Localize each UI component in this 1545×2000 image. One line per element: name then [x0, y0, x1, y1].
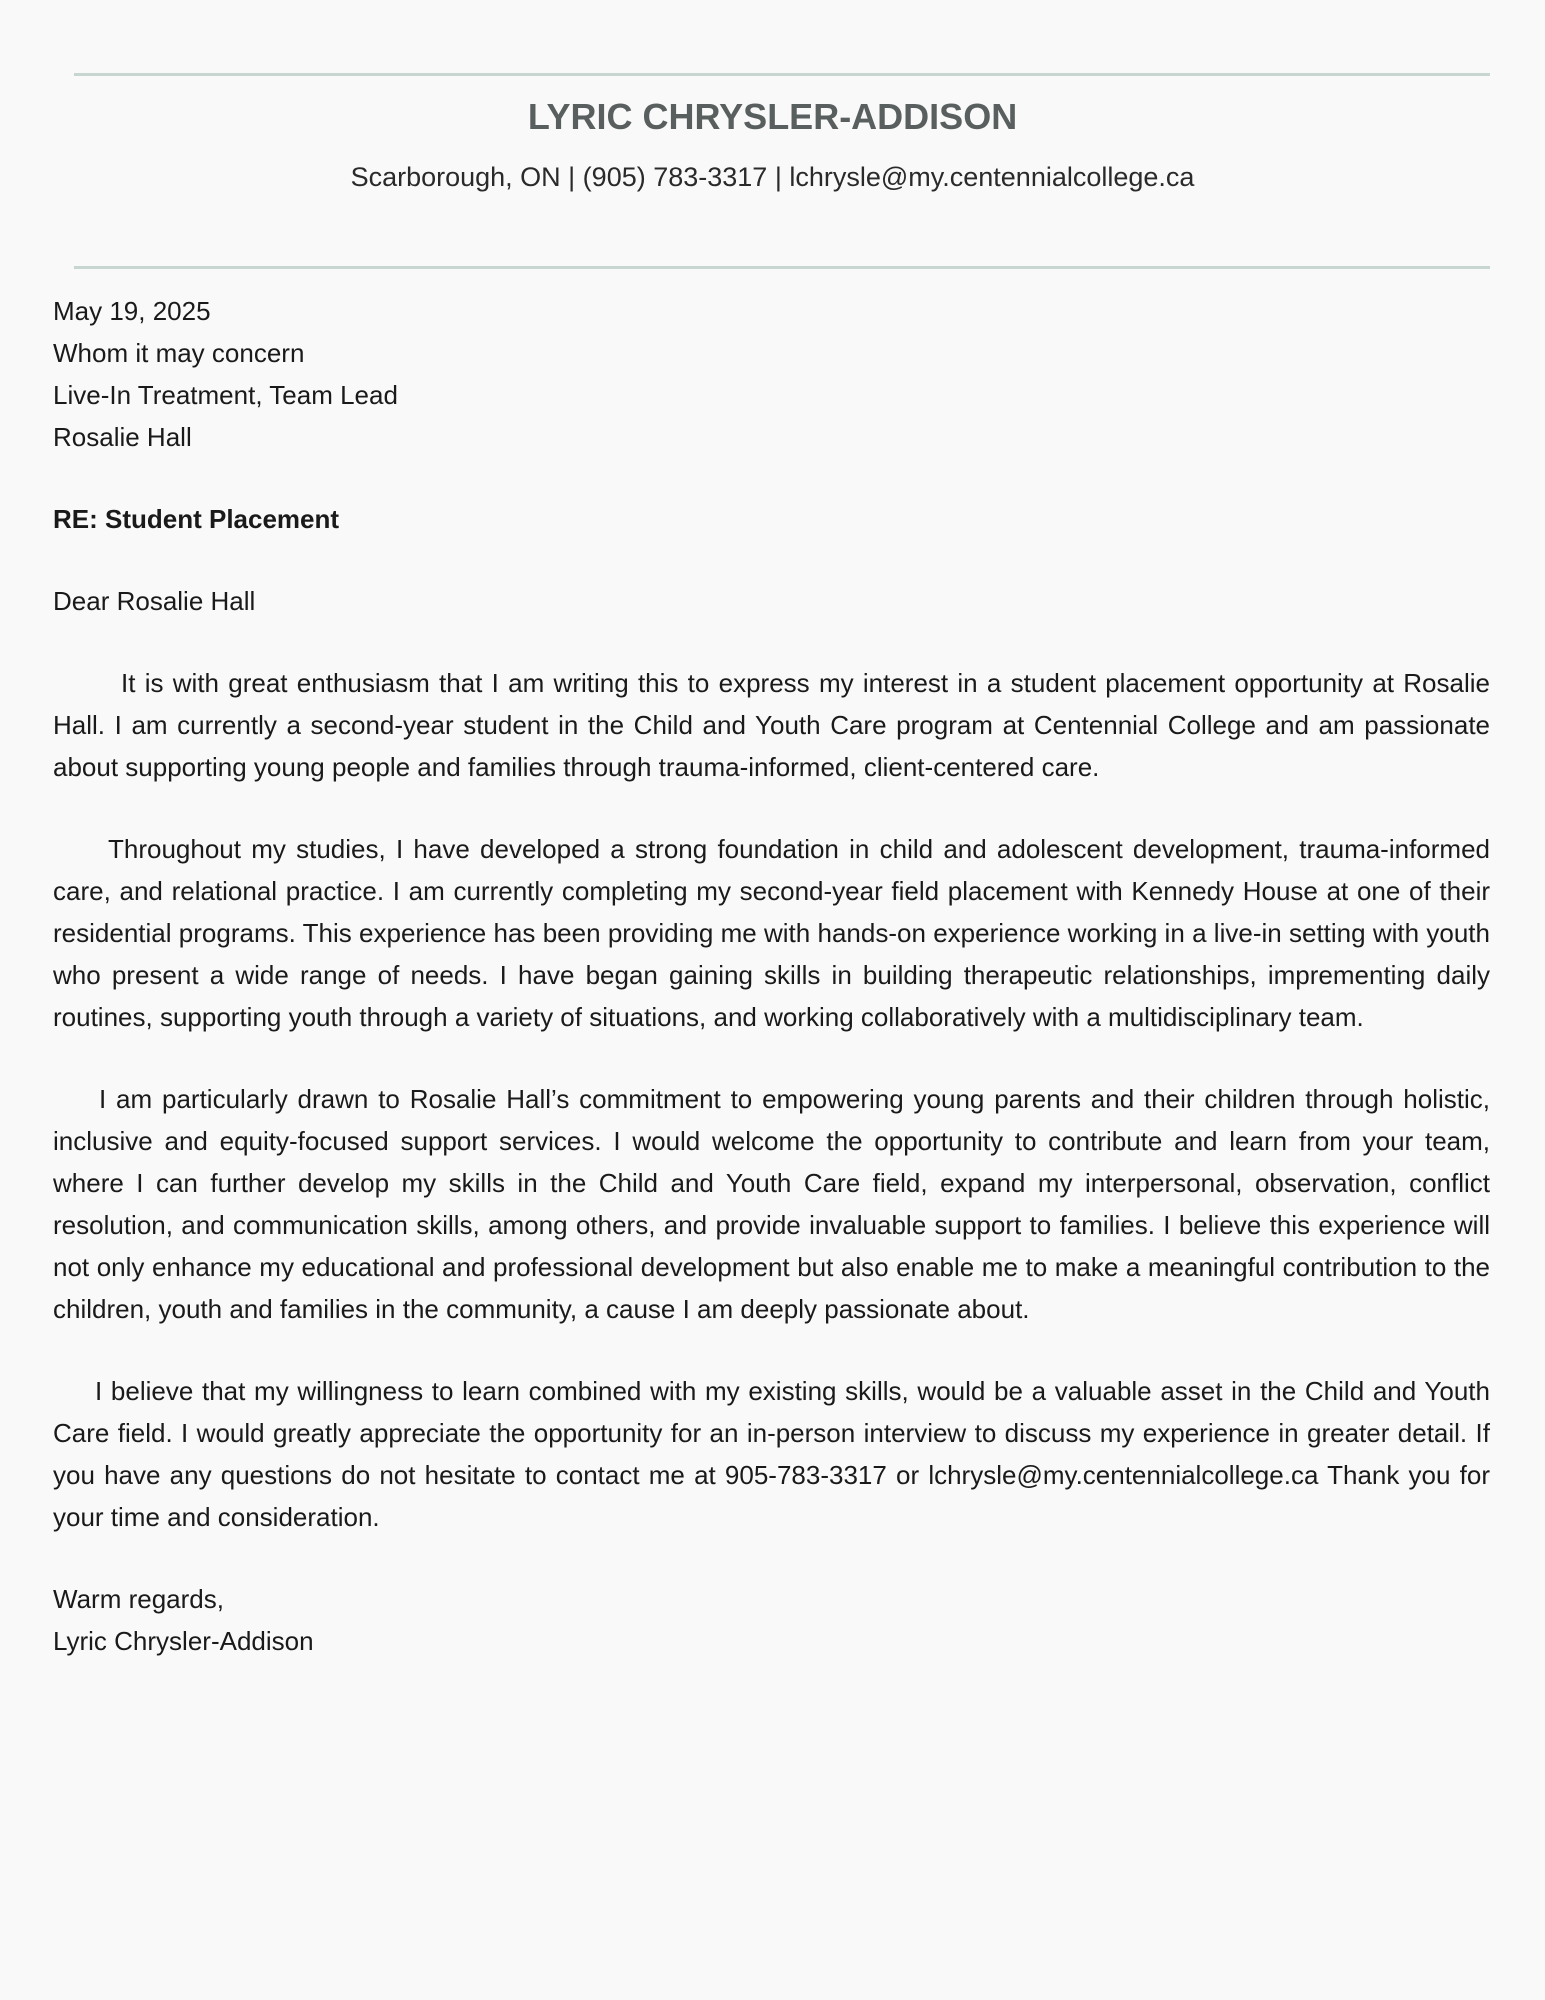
paragraph-1: It is with great enthusiasm that I am writing this to express my interest in a student placement opportunity at Rosalie Hall. I am currently a second-year student in the Child and Youth Care program at Centennial College and am passionate about supporting young people and families through trauma-informed, client-centered care.	[53, 668, 1490, 782]
sender-contact: Scarborough, ON | (905) 783-3317 | lchrysle@my.centennialcollege.ca	[350, 162, 1195, 192]
recipient-title: Live-In Treatment, Team Lead	[53, 380, 398, 410]
paragraph-2: Throughout my studies, I have developed a strong foundation in child and adolescent development, trauma-informed care, and relational practice. I am currently completing my second-year field placement with Kennedy House at one of their residential programs. This experience has been providing me with hands-on experience working in a live-in setting with youth who present a wide range of needs. I have began gaining skills in building therapeutic relationships, imprementing daily routines, supporting youth through a variety of situations, and working collaboratively with a multidisciplinary team.	[53, 834, 1490, 1032]
closing: Warm regards,	[53, 1584, 224, 1614]
paragraph-4: I believe that my willingness to learn combined with my existing skills, would be a valuable asset in the Child and Youth Care field. I would greatly appreciate the opportunity for an in-person interview to discuss my experience in greater detail. If you have any questions do not hesitate to contact me at 905-783-3317 or lchrysle@my.centennialcollege.ca Thank you for your time and consideration.	[53, 1376, 1490, 1532]
header-top-divider	[74, 73, 1490, 76]
recipient-salutation-line: Whom it may concern	[53, 338, 305, 368]
header-bottom-divider	[74, 266, 1490, 269]
letter-body	[53, 290, 1490, 1662]
sender-name: LYRIC CHRYSLER-ADDISON	[527, 96, 1018, 137]
letter-date: May 19, 2025	[53, 296, 211, 326]
paragraph-3: I am particularly drawn to Rosalie Hall’s commitment to empowering young parents and their children through holistic, inclusive and equity-focused support services. I would welcome the opportunity to contribute and learn from your team, where I can further develop my skills in the Child and Youth Care field, expand my interpersonal, observation, conflict resolution, and communication skills, among others, and provide invaluable support to families. I believe this experience will not only enhance my educational and professional development but also enable me to make a meaningful contribution to the children, youth and families in the community, a cause I am deeply passionate about.	[53, 1084, 1490, 1324]
signature: Lyric Chrysler-Addison	[53, 1626, 314, 1656]
subject-line: RE: Student Placement	[53, 504, 340, 534]
recipient-organization: Rosalie Hall	[53, 422, 192, 452]
greeting: Dear Rosalie Hall	[53, 586, 256, 616]
